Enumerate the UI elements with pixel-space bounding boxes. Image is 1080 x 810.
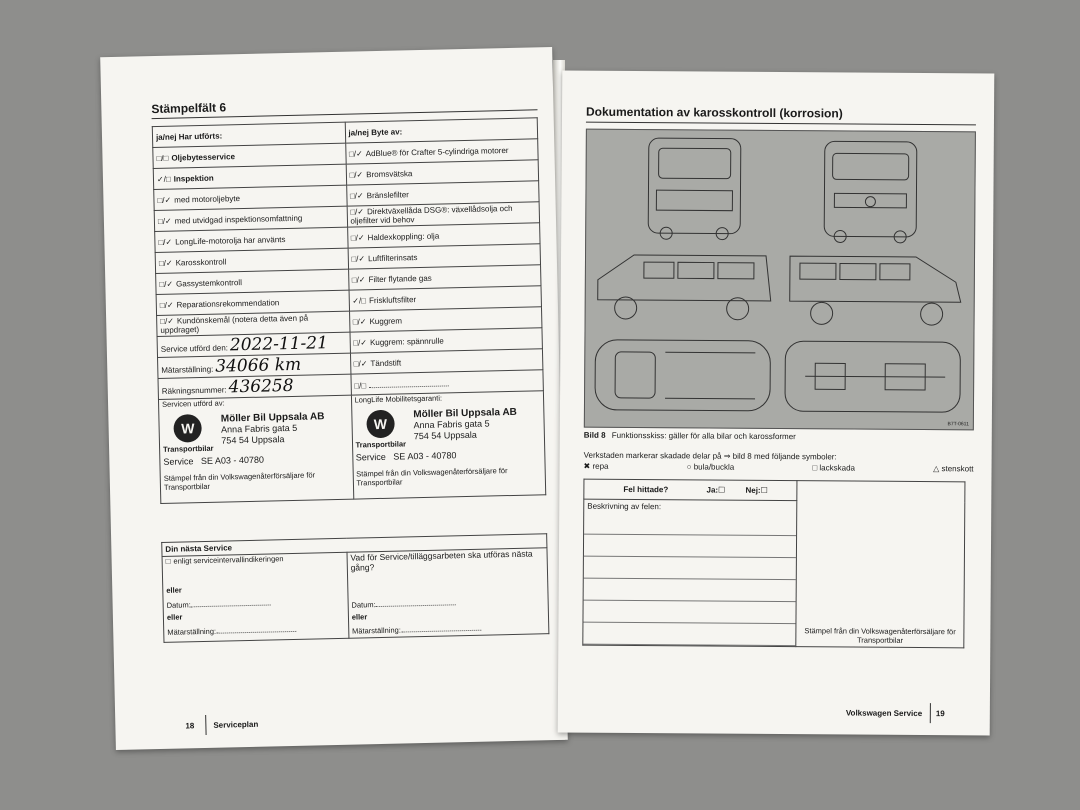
next-service-table: [161, 533, 549, 643]
checkbox-icon: □/✓: [353, 358, 368, 369]
row-c2: □/✓ Bromsvätska: [346, 160, 539, 185]
figure-code: B7T-0611: [947, 421, 969, 428]
checkbox-icon: □/✓: [351, 274, 366, 285]
symbol-legend: ✖ repa ○ bula/buckla □ lackskada △ stenskott: [583, 461, 974, 474]
handwritten-date: 2022-11-21: [229, 333, 329, 356]
vehicle-diagram: [584, 129, 976, 431]
checkbox-icon: □/✓: [159, 300, 174, 310]
page-title: Dokumentation av karosskontroll (korrosion): [585, 104, 843, 121]
row-c1: □/✓ Karosskontroll: [155, 248, 348, 273]
row-c2: □/✓ Bränslefilter: [346, 181, 539, 206]
description-cell: Beskrivning av felen:: [583, 499, 797, 646]
date-line: [191, 596, 271, 607]
row-c2: □/✓ Kuggrem: [349, 307, 542, 332]
dealer-stamp-cell: Servicen utförd av: W Transportbilar Möller Bil Uppsala AB Anna Fabris gata 5 754 54 Uppsala Service SE A03 - 40780 Stämpel från din Volkswagenåterförsäljare för Transportbilar: [158, 395, 353, 503]
figure-label: Bild 8: [583, 430, 606, 440]
checkbox-icon: □/✓: [159, 279, 174, 289]
van-rear-view: [648, 138, 741, 234]
checkbox-ja[interactable]: ☐: [718, 485, 726, 495]
stamp-area: Stämpel från din Volkswagenåterförsäljare för Transportbilar: [796, 481, 965, 648]
checkbox-icon: □/✓: [157, 195, 172, 205]
row-c2: □/✓ Filter flytande gas: [348, 265, 541, 290]
checkbox-icon: □/✓: [350, 207, 365, 217]
row-c1: □/✓ Kundönskemål (notera detta även på uppdraget): [157, 311, 350, 336]
checkbox-icon: □/✓: [160, 316, 175, 326]
page-number: 19: [935, 709, 945, 719]
checkbox-icon: □/✓: [350, 232, 365, 243]
handwritten-odometer: 34066 km: [215, 354, 302, 377]
square-icon: □: [812, 463, 818, 473]
service-date-cell: Service utförd den:2022-11-21: [157, 332, 350, 357]
row-c2: □/✓ Haldexkoppling: olja: [347, 223, 540, 248]
checkbox-icon: □/□: [156, 153, 169, 163]
van-front-view: [824, 141, 917, 237]
row-c2: □/✓ Direktväxellåda DSG®: växellådsolja och oljefilter vid behov: [347, 202, 540, 227]
checkbox-icon: □/✓: [158, 258, 173, 268]
longlife-stamp-cell: LongLife Mobilitetsgaranti: W Transportbilar Möller Bil Uppsala AB Anna Fabris gata 5 754 54 Uppsala Service SE A03 - 40780 Stämpel från din Volkswagenåterförsäljare för Transportbilar: [351, 391, 546, 499]
blank-line: [369, 377, 449, 388]
row-c1: □/✓ LongLife-motorolja har använts: [155, 227, 348, 252]
odometer-line: [401, 622, 481, 633]
checkbox-icon: □/✓: [351, 253, 366, 264]
page-title: Stämpelfält 6: [151, 100, 227, 117]
right-page: [558, 71, 995, 736]
checkbox-icon: □/✓: [353, 337, 368, 348]
checkbox-icon: □/□: [354, 380, 367, 391]
next-service-left: □ enligt serviceintervallindikeringen eller Datum: eller Mätarställning:: [162, 552, 349, 642]
row-c2: ✓/□ Friskluftsfilter: [349, 286, 542, 311]
vw-logo-icon: W: [366, 410, 395, 439]
page-number: 18: [185, 721, 195, 731]
row-c1: □/✓ Reparationsrekommendation: [156, 290, 349, 315]
figure-caption: Funktionsskiss: gäller för alla bilar och karossformer: [611, 430, 796, 442]
stamp-table: ja/nej Har utförts: ja/nej Byte av: □/□ Oljebytesservice □/✓ AdBlue® för Crafter 5-cylindriga motorer ✓/□ Inspektion □/✓ Bromsvätska □/✓ med motoroljebyte □/✓ Bränslefilter □/✓ med utvidgad inspektionsomfattning □/✓ Direktväxellåda DSG®: växellådsolja och oljefilter vid behov □/✓ LongLife-motorolja har använts □/✓ Haldexkoppling: olja □/✓ Karosskontroll □/✓ Luftfilterinsats □/✓ Gassystemkontroll □/✓ Filter flytande gas □/✓ Reparationsrekommendation ✓/□ Friskluftsfilter □/✓ Kundönskemål (notera detta även på uppdraget) □/✓ Kuggrem Service utförd den:2022-11-21 □/✓ Kuggrem: spännrulle Mätarställning:34066 km □/✓ Tändstift Räkningsnummer:436258 □/□ Servicen utförd av: W Transportbilar Möller Bil Uppsala AB Anna Fabris gata 5 754 54 Uppsala Service SE A03 - 40780 Stämpel från din Volkswagenåterförsäljare för Transportbilar LongLife Mobilitetsgaranti: W Transportbilar Möller Bil Uppsala AB Anna Fabris gata 5 754 54 Uppsala Service SE A03 - 40780 Stämpel från din Volkswagenåterförsäljare för Transportbilar: [152, 117, 546, 504]
cross-icon: ✖: [583, 461, 591, 471]
checkbox-icon: □: [165, 556, 171, 566]
checkbox-icon: □/✓: [157, 216, 172, 226]
next-service-title: Din nästa Service: [162, 534, 547, 557]
description-lines: [583, 513, 796, 646]
vehicle-sketches: [585, 130, 975, 430]
row-c1: □/✓ med motoroljebyte: [154, 185, 347, 210]
invoice-cell: Räkningsnummer:436258: [158, 374, 351, 399]
row-c1: ✓/□ Inspektion: [153, 164, 346, 189]
checkbox-icon: □/✓: [352, 316, 367, 327]
vw-logo-icon: W: [174, 414, 203, 443]
fel-hittade-cell: Fel hittade? Ja:☐ Nej:☐: [584, 479, 797, 500]
row-c2: □/✓ AdBlue® för Crafter 5-cylindriga motorer: [345, 139, 538, 164]
row-c1: □/✓ med utvidgad inspektionsomfattning: [154, 206, 347, 231]
odometer-cell: Mätarställning:34066 km: [158, 353, 351, 378]
footer-label: Serviceplan: [213, 719, 259, 730]
checkbox-nej[interactable]: ☐: [760, 485, 768, 495]
checkbox-icon: □/✓: [348, 148, 363, 159]
footer-divider: [930, 703, 931, 723]
checkbox-icon: □/✓: [158, 237, 173, 247]
van-top-view: [595, 340, 770, 411]
checkbox-icon: ✓/□: [352, 295, 367, 306]
date-line: [376, 596, 456, 607]
left-page: [100, 47, 568, 750]
title-rule: [586, 122, 976, 126]
next-service-right: Vad för Service/tilläggsarbeten ska utföras nästa gång? Datum: eller Mätarställning:: [347, 548, 549, 639]
instruction-text: Verkstaden markerar skadade delar på ⇒ bild 8 med följande symboler:: [583, 450, 837, 462]
checkbox-icon: □/✓: [349, 169, 364, 180]
checkbox-icon: □/✓: [349, 190, 364, 201]
footer-label: Volkswagen Service: [845, 708, 923, 719]
row-c1: □/✓ Gassystemkontroll: [156, 269, 349, 294]
footer-divider: [205, 715, 206, 735]
triangle-icon: △: [933, 464, 940, 474]
odometer-line: [216, 623, 296, 634]
checkbox-icon: ✓/□: [156, 174, 171, 184]
row-c1: □/□ Oljebytesservice: [153, 143, 346, 168]
row-c2: □/✓ Luftfilterinsats: [348, 244, 541, 269]
col1-header: ja/nej Har utförts:: [152, 122, 345, 147]
handwritten-invoice: 436258: [228, 375, 294, 398]
circle-icon: ○: [686, 462, 692, 472]
col2-header: ja/nej Byte av:: [345, 118, 538, 143]
damage-table: [582, 479, 965, 649]
